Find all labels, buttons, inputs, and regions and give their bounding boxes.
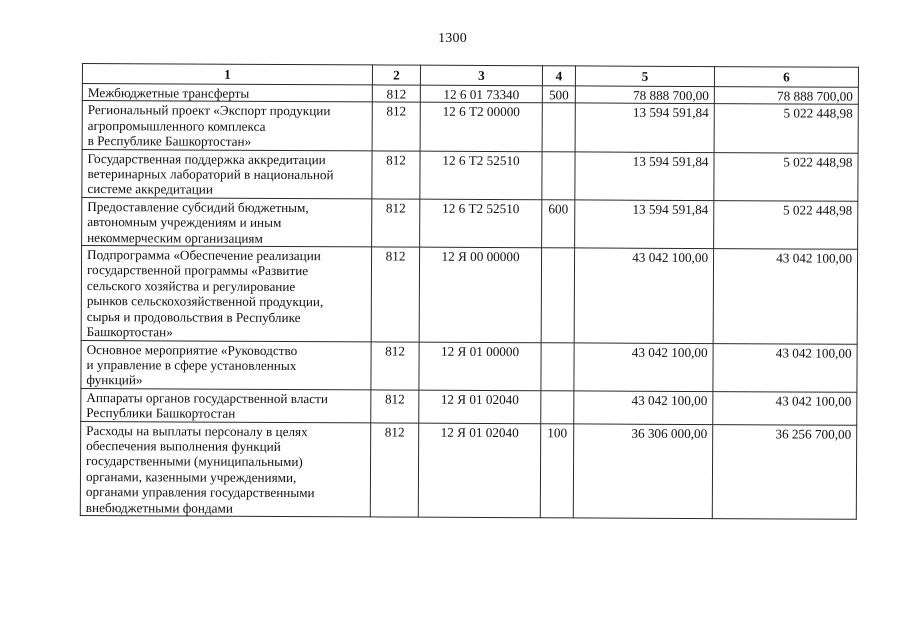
- row-name-line: сырья и продовольствия в Республике: [86, 308, 301, 325]
- department-code-cell: 812: [371, 390, 419, 423]
- amount-year1-cell: 43 042 100,00: [574, 248, 713, 343]
- amount-year1-cell: 78 888 700,00: [575, 86, 714, 104]
- column-header: 3: [420, 65, 542, 86]
- target-article-cell: 12 6 Т2 52510: [420, 151, 542, 200]
- amount-year2-cell: 43 042 100,00: [713, 343, 857, 392]
- table-row: [82, 149, 858, 201]
- target-article-cell: 12 Я 01 02040: [419, 390, 541, 423]
- department-code-cell: 812: [370, 422, 418, 517]
- row-name-cell: [82, 84, 372, 103]
- amount-year1-cell: 13 594 591,84: [575, 103, 714, 152]
- target-article-cell: 12 Я 01 02040: [418, 423, 540, 518]
- row-name-line: органами управления государственными: [85, 484, 315, 501]
- row-name-line: агропромышленного комплекса: [87, 117, 266, 134]
- row-name-line: системе аккредитации: [87, 181, 213, 198]
- target-article-cell: 12 6 01 73340: [420, 85, 542, 103]
- amount-year1-cell: 43 042 100,00: [574, 342, 713, 391]
- expense-type-cell: [541, 390, 574, 423]
- column-header: 5: [575, 66, 714, 87]
- department-code-cell: 812: [372, 85, 420, 103]
- table-row: [80, 421, 856, 519]
- expense-type-cell: [542, 103, 575, 151]
- row-name-line: Аппараты органов государственной власти: [86, 389, 328, 406]
- row-name-line: Башкортостан»: [86, 324, 173, 340]
- row-name-line: внебюджетными фондами: [85, 499, 233, 516]
- amount-year2-cell: 43 042 100,00: [713, 249, 857, 344]
- row-name-line: государственными (муниципальными): [86, 453, 303, 470]
- row-name-line: и управление в сфере установленных: [86, 356, 297, 373]
- row-name-line: обеспечения выполнения функций: [86, 437, 281, 454]
- row-name-line: ветеринарных лабораторий в национальной: [87, 166, 334, 183]
- amount-year2-cell: 36 256 700,00: [712, 424, 856, 519]
- row-name-line: Основное мероприятие «Руководство: [86, 341, 298, 358]
- department-code-cell: 812: [372, 102, 420, 150]
- row-name-line: государственной программы «Развитие: [86, 262, 309, 279]
- expense-type-cell: 600: [542, 200, 575, 248]
- row-name-line: органами, казенными учреждениями,: [85, 468, 297, 485]
- department-code-cell: 812: [372, 151, 420, 199]
- column-header: 4: [542, 66, 575, 86]
- row-name-line: Подпрограмма «Обеспечение реализации: [87, 247, 321, 264]
- row-name-line: Республики Башкортостан: [86, 405, 236, 421]
- row-name-line: сельского хозяйства и регулирование: [86, 277, 296, 294]
- amount-year1-cell: 13 594 591,84: [575, 152, 714, 201]
- column-header: 1: [82, 64, 372, 85]
- column-header: 2: [372, 65, 420, 85]
- amount-year1-cell: 43 042 100,00: [574, 391, 713, 424]
- amount-year2-cell: 78 888 700,00: [714, 87, 858, 105]
- page-number: 1300: [438, 31, 467, 46]
- expense-type-cell: 100: [540, 423, 573, 518]
- expense-type-cell: [541, 248, 574, 343]
- row-name-cell: [82, 197, 372, 247]
- department-code-cell: 812: [371, 247, 419, 342]
- row-name-cell: [81, 340, 371, 390]
- table-row: [82, 197, 858, 249]
- department-code-cell: 812: [371, 341, 419, 389]
- row-name-cell: [80, 421, 370, 517]
- target-article-cell: 12 6 Т2 00000: [420, 103, 542, 152]
- amount-year1-cell: 13 594 591,84: [575, 200, 714, 249]
- column-header: 6: [714, 67, 858, 88]
- amount-year2-cell: 5 022 448,98: [714, 152, 858, 201]
- row-name-line: в Республике Башкортостан»: [87, 133, 252, 150]
- row-name-line: Предоставление субсидий бюджетным,: [87, 198, 309, 215]
- target-article-cell: 12 6 Т2 52510: [420, 199, 542, 248]
- expense-type-cell: 500: [542, 86, 575, 104]
- table-row: [81, 246, 857, 344]
- row-name-cell: [82, 101, 372, 151]
- row-name-line: рынков сельскохозяйственной продукции,: [86, 293, 324, 310]
- table-body: [80, 84, 858, 520]
- row-name-cell: [82, 149, 372, 199]
- row-name-line: Межбюджетные трансферты: [87, 85, 250, 101]
- row-name-line: функций»: [86, 372, 143, 388]
- amount-year1-cell: 36 306 000,00: [573, 423, 712, 518]
- amount-year2-cell: 43 042 100,00: [713, 391, 857, 425]
- budget-table: [80, 63, 859, 520]
- expense-type-cell: [542, 151, 575, 199]
- table-row: [81, 388, 857, 425]
- table-row: [81, 340, 857, 392]
- amount-year2-cell: 5 022 448,98: [714, 104, 858, 153]
- amount-year2-cell: 5 022 448,98: [714, 200, 858, 249]
- department-code-cell: 812: [372, 199, 420, 247]
- target-article-cell: 12 Я 01 00000: [419, 342, 541, 391]
- row-name-cell: [81, 388, 371, 422]
- row-name-line: Расходы на выплаты персоналу в целях: [86, 422, 308, 439]
- row-name-line: некоммерческим организациям: [87, 229, 263, 246]
- row-name-line: Государственная поддержка аккредитации: [87, 150, 326, 167]
- row-name-line: автономным учреждениям и иным: [87, 214, 282, 231]
- target-article-cell: 12 Я 00 00000: [419, 247, 541, 342]
- row-name-cell: [81, 246, 371, 342]
- expense-type-cell: [541, 342, 574, 390]
- table-row: [82, 101, 858, 153]
- row-name-line: Региональный проект «Экспорт продукции: [87, 102, 331, 119]
